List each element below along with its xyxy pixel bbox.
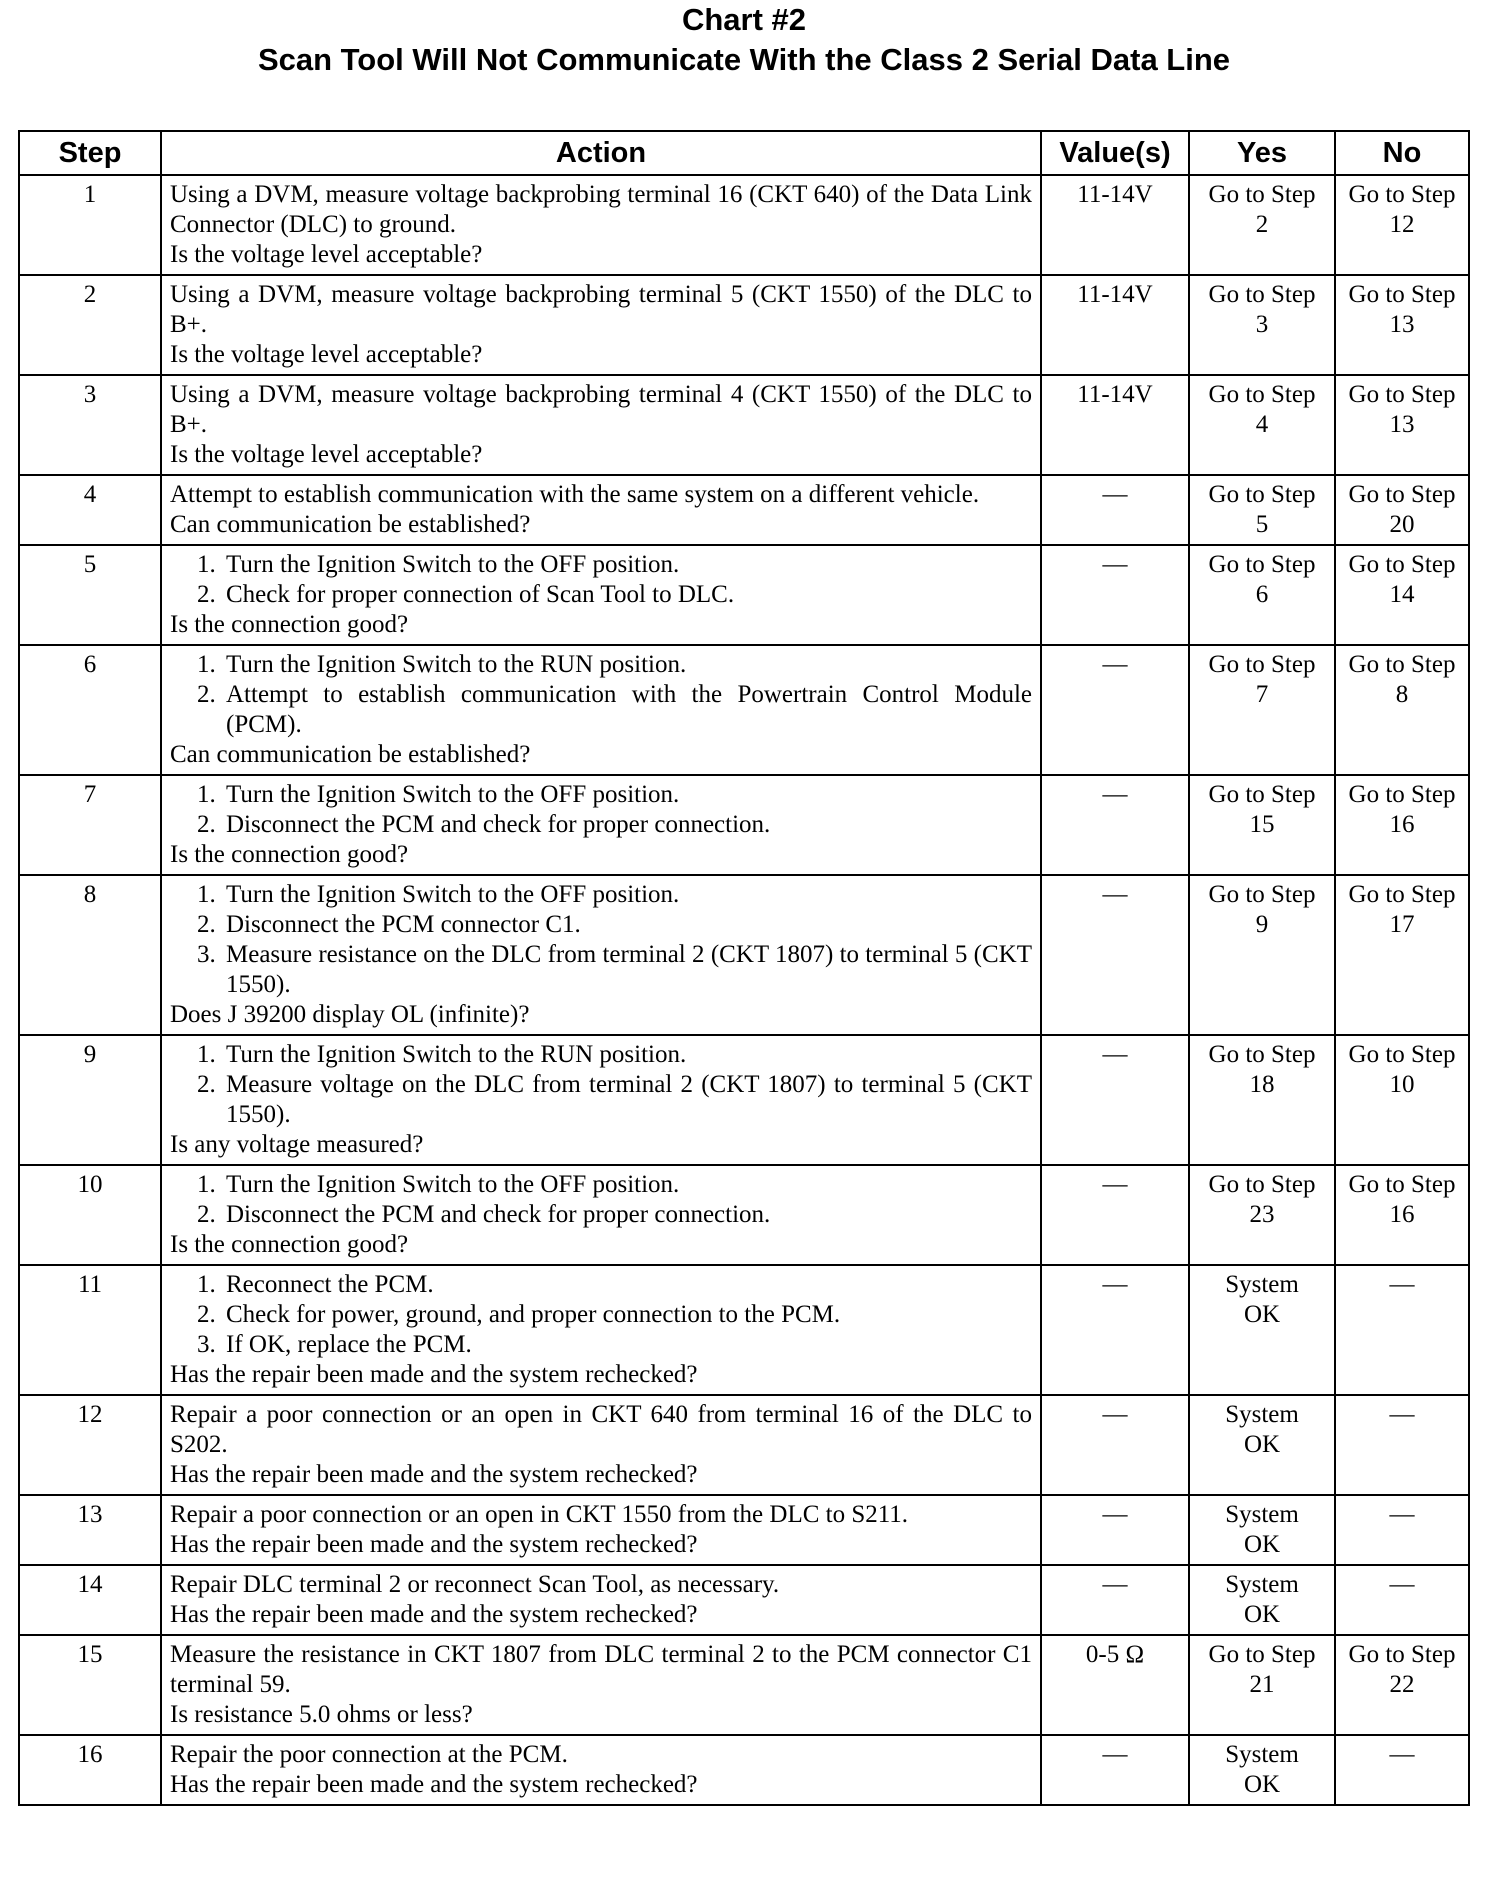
action-cell [161,1395,1041,1495]
yes-outcome-label: Go to Step [1208,781,1316,808]
no-outcome-target: 20 [1389,511,1415,538]
no-cell [1335,375,1469,475]
action-text: Measure the resistance in CKT 1807 from DLC terminal 2 to the PCM connector C1 terminal 59. [170,1641,1032,1698]
yes-cell [1189,1165,1335,1265]
no-outcome-label: Go to Step [1348,881,1456,908]
step-number: 4 [19,475,161,545]
no-cell [1335,1495,1469,1565]
yes-outcome-label: Go to Step [1208,1171,1316,1198]
action-step-item: 2. Disconnect the PCM and check for proper connection. [222,1200,1032,1230]
action-step-item: 3. Measure resistance on the DLC from terminal 2 (CKT 1807) to terminal 5 (CKT 1550). [222,940,1032,1000]
action-text: Using a DVM, measure voltage backprobing terminal 4 (CKT 1550) of the DLC to B+. [170,381,1032,438]
action-step-item: 1. Reconnect the PCM. [222,1270,1032,1300]
value-cell: 11-14V [1041,275,1189,375]
value-cell: — [1041,1395,1189,1495]
action-question: Has the repair been made and the system rechecked? [170,1531,698,1558]
action-step-item: 1. Turn the Ignition Switch to the OFF position. [222,550,1032,580]
value-cell: — [1041,775,1189,875]
no-outcome-label: Go to Step [1348,551,1456,578]
action-cell [161,545,1041,645]
action-step-item: 2. Check for power, ground, and proper connection to the PCM. [222,1300,1032,1330]
action-question: Is the voltage level acceptable? [170,241,483,268]
action-step-item: 1. Turn the Ignition Switch to the OFF position. [222,1170,1032,1200]
no-outcome-target: 13 [1389,311,1415,338]
action-question: Can communication be established? [170,511,531,538]
action-step-item: 1. Turn the Ignition Switch to the OFF position. [222,780,1032,810]
table-row [19,875,1469,1035]
table-row [19,475,1469,545]
no-outcome-target: 22 [1389,1671,1415,1698]
no-outcome-target: 16 [1389,811,1415,838]
step-number: 12 [19,1395,161,1495]
header-action: Action [161,131,1041,175]
action-question: Does J 39200 display OL (infinite)? [170,1001,530,1028]
yes-cell [1189,475,1335,545]
yes-outcome-target: 9 [1255,911,1269,938]
table-row [19,775,1469,875]
yes-cell [1189,645,1335,775]
table-row [19,1165,1469,1265]
value-cell: — [1041,1735,1189,1805]
value-cell: 0-5 Ω [1041,1635,1189,1735]
no-outcome-target: 12 [1389,211,1415,238]
header-yes: Yes [1189,131,1335,175]
value-cell: — [1041,1495,1189,1565]
no-outcome-target: 16 [1389,1201,1415,1228]
yes-outcome-target: 15 [1249,811,1275,838]
table-row [19,1495,1469,1565]
table-row [19,1635,1469,1735]
action-text: Repair a poor connection or an open in CKT 1550 from the DLC to S211. [170,1501,909,1528]
action-cell [161,475,1041,545]
action-steps-list [170,1270,1032,1360]
yes-outcome-target: 6 [1255,581,1269,608]
action-cell [161,875,1041,1035]
action-cell [161,1165,1041,1265]
chart-subtitle: Scan Tool Will Not Communicate With the Class 2 Serial Data Line [257,42,1231,77]
step-number: 5 [19,545,161,645]
yes-outcome-label: System [1225,1501,1299,1528]
table-row [19,1265,1469,1395]
action-question: Is the connection good? [170,841,409,868]
table-row [19,275,1469,375]
yes-cell [1189,1265,1335,1395]
value-cell: 11-14V [1041,375,1189,475]
yes-outcome-label: Go to Step [1208,1041,1316,1068]
action-step-item: 2. Disconnect the PCM and check for proper connection. [222,810,1032,840]
no-outcome-label: Go to Step [1348,281,1456,308]
no-cell [1335,1265,1469,1395]
step-number: 16 [19,1735,161,1805]
action-text: Using a DVM, measure voltage backprobing terminal 16 (CKT 640) of the Data Link Connector (DLC) to ground. [170,181,1032,238]
header-no: No [1335,131,1469,175]
action-cell [161,645,1041,775]
yes-outcome-target: 3 [1255,311,1269,338]
action-step-item: 2. Disconnect the PCM connector C1. [222,910,1032,940]
action-cell [161,275,1041,375]
yes-outcome-target: 2 [1255,211,1269,238]
action-cell [161,1495,1041,1565]
action-question: Is any voltage measured? [170,1131,424,1158]
no-outcome-label: Go to Step [1348,1041,1456,1068]
yes-cell [1189,375,1335,475]
table-row [19,375,1469,475]
no-outcome-label: — [1389,1501,1415,1528]
no-cell [1335,475,1469,545]
yes-outcome-target: OK [1243,1531,1281,1558]
yes-outcome-label: Go to Step [1208,551,1316,578]
no-outcome-target: 17 [1389,911,1415,938]
yes-outcome-label: Go to Step [1208,881,1316,908]
value-cell: — [1041,1265,1189,1395]
header-values: Value(s) [1041,131,1189,175]
step-number: 9 [19,1035,161,1165]
yes-cell [1189,775,1335,875]
action-steps-list [170,780,1032,840]
table-row [19,175,1469,275]
action-step-item: 2. Measure voltage on the DLC from terminal 2 (CKT 1807) to terminal 5 (CKT 1550). [222,1070,1032,1130]
yes-outcome-label: Go to Step [1208,651,1316,678]
action-cell [161,375,1041,475]
table-row [19,1035,1469,1165]
action-steps-list [170,650,1032,740]
no-cell [1335,1035,1469,1165]
no-outcome-label: — [1389,1741,1415,1768]
value-cell: 11-14V [1041,175,1189,275]
table-row [19,545,1469,645]
no-outcome-label: — [1389,1271,1415,1298]
yes-outcome-label: Go to Step [1208,1641,1316,1668]
yes-outcome-target: 21 [1249,1671,1275,1698]
no-cell [1335,1635,1469,1735]
table-row [19,1395,1469,1495]
yes-outcome-label: System [1225,1571,1299,1598]
yes-outcome-label: System [1225,1401,1299,1428]
no-outcome-label: Go to Step [1348,181,1456,208]
yes-cell [1189,1735,1335,1805]
action-step-item: 3. If OK, replace the PCM. [222,1330,1032,1360]
yes-outcome-target: 4 [1255,411,1269,438]
action-question: Can communication be established? [170,741,531,768]
step-number: 7 [19,775,161,875]
diagnostic-table [18,130,1470,1806]
action-step-item: 1. Turn the Ignition Switch to the RUN position. [222,1040,1032,1070]
action-question: Is resistance 5.0 ohms or less? [170,1701,473,1728]
no-outcome-target: 13 [1389,411,1415,438]
value-cell: — [1041,545,1189,645]
yes-outcome-target: OK [1243,1771,1281,1798]
no-cell [1335,545,1469,645]
action-question: Is the voltage level acceptable? [170,341,483,368]
yes-outcome-label: System [1225,1741,1299,1768]
action-step-item: 2. Check for proper connection of Scan Tool to DLC. [222,580,1032,610]
table-row [19,1735,1469,1805]
yes-cell [1189,175,1335,275]
action-question: Is the connection good? [170,1231,409,1258]
step-number: 11 [19,1265,161,1395]
action-question: Has the repair been made and the system rechecked? [170,1601,698,1628]
action-question: Has the repair been made and the system rechecked? [170,1771,698,1798]
step-number: 6 [19,645,161,775]
no-outcome-target: 8 [1395,681,1409,708]
action-step-item: 2. Attempt to establish communication with the Powertrain Control Module (PCM). [222,680,1032,740]
chart-title [0,0,1488,80]
no-cell [1335,1395,1469,1495]
yes-cell [1189,875,1335,1035]
action-cell [161,1735,1041,1805]
no-cell [1335,1735,1469,1805]
step-number: 10 [19,1165,161,1265]
action-step-item: 1. Turn the Ignition Switch to the OFF position. [222,880,1032,910]
no-cell [1335,1165,1469,1265]
no-outcome-label: Go to Step [1348,1171,1456,1198]
no-cell [1335,875,1469,1035]
yes-outcome-target: OK [1243,1431,1281,1458]
yes-cell [1189,275,1335,375]
step-number: 15 [19,1635,161,1735]
no-cell [1335,275,1469,375]
no-cell [1335,175,1469,275]
step-number: 2 [19,275,161,375]
yes-outcome-target: OK [1243,1601,1281,1628]
value-cell: — [1041,1035,1189,1165]
no-outcome-label: Go to Step [1348,481,1456,508]
yes-outcome-target: 5 [1255,511,1269,538]
no-cell [1335,645,1469,775]
action-cell [161,1565,1041,1635]
yes-outcome-label: System [1225,1271,1299,1298]
action-steps-list [170,550,1032,610]
action-step-item: 1. Turn the Ignition Switch to the RUN position. [222,650,1032,680]
action-steps-list [170,1170,1032,1230]
table-row [19,645,1469,775]
yes-cell [1189,545,1335,645]
no-outcome-target: 14 [1389,581,1415,608]
action-cell [161,1035,1041,1165]
yes-outcome-label: Go to Step [1208,381,1316,408]
yes-cell [1189,1395,1335,1495]
action-cell [161,175,1041,275]
no-outcome-label: — [1389,1571,1415,1598]
no-outcome-label: — [1389,1401,1415,1428]
value-cell: — [1041,1565,1189,1635]
step-number: 13 [19,1495,161,1565]
action-text: Attempt to establish communication with the same system on a different vehicle. [170,481,980,508]
no-outcome-label: Go to Step [1348,1641,1456,1668]
action-text: Using a DVM, measure voltage backprobing terminal 5 (CKT 1550) of the DLC to B+. [170,281,1032,338]
yes-outcome-label: Go to Step [1208,481,1316,508]
yes-cell [1189,1565,1335,1635]
action-cell [161,1265,1041,1395]
no-cell [1335,775,1469,875]
table-row [19,1565,1469,1635]
action-steps-list [170,1040,1032,1130]
yes-cell [1189,1635,1335,1735]
action-question: Is the voltage level acceptable? [170,441,483,468]
step-number: 14 [19,1565,161,1635]
header-row [19,131,1469,175]
action-text: Repair the poor connection at the PCM. [170,1741,568,1768]
no-outcome-label: Go to Step [1348,651,1456,678]
action-question: Has the repair been made and the system rechecked? [170,1361,698,1388]
action-question: Is the connection good? [170,611,409,638]
action-text: Repair DLC terminal 2 or reconnect Scan Tool, as necessary. [170,1571,780,1598]
value-cell: — [1041,645,1189,775]
no-outcome-label: Go to Step [1348,781,1456,808]
yes-outcome-target: 23 [1249,1201,1275,1228]
no-outcome-label: Go to Step [1348,381,1456,408]
action-steps-list [170,880,1032,1000]
chart-number: Chart #2 [681,2,807,37]
action-question: Has the repair been made and the system rechecked? [170,1461,698,1488]
step-number: 8 [19,875,161,1035]
action-text: Repair a poor connection or an open in CKT 640 from terminal 16 of the DLC to S202. [170,1401,1032,1458]
step-number: 1 [19,175,161,275]
yes-cell [1189,1035,1335,1165]
step-number: 3 [19,375,161,475]
action-cell [161,775,1041,875]
yes-outcome-target: 18 [1249,1071,1275,1098]
yes-outcome-label: Go to Step [1208,181,1316,208]
header-step: Step [19,131,161,175]
value-cell: — [1041,875,1189,1035]
value-cell: — [1041,475,1189,545]
yes-outcome-target: 7 [1255,681,1269,708]
value-cell: — [1041,1165,1189,1265]
action-cell [161,1635,1041,1735]
yes-outcome-label: Go to Step [1208,281,1316,308]
yes-outcome-target: OK [1243,1301,1281,1328]
yes-cell [1189,1495,1335,1565]
no-cell [1335,1565,1469,1635]
no-outcome-target: 10 [1389,1071,1415,1098]
